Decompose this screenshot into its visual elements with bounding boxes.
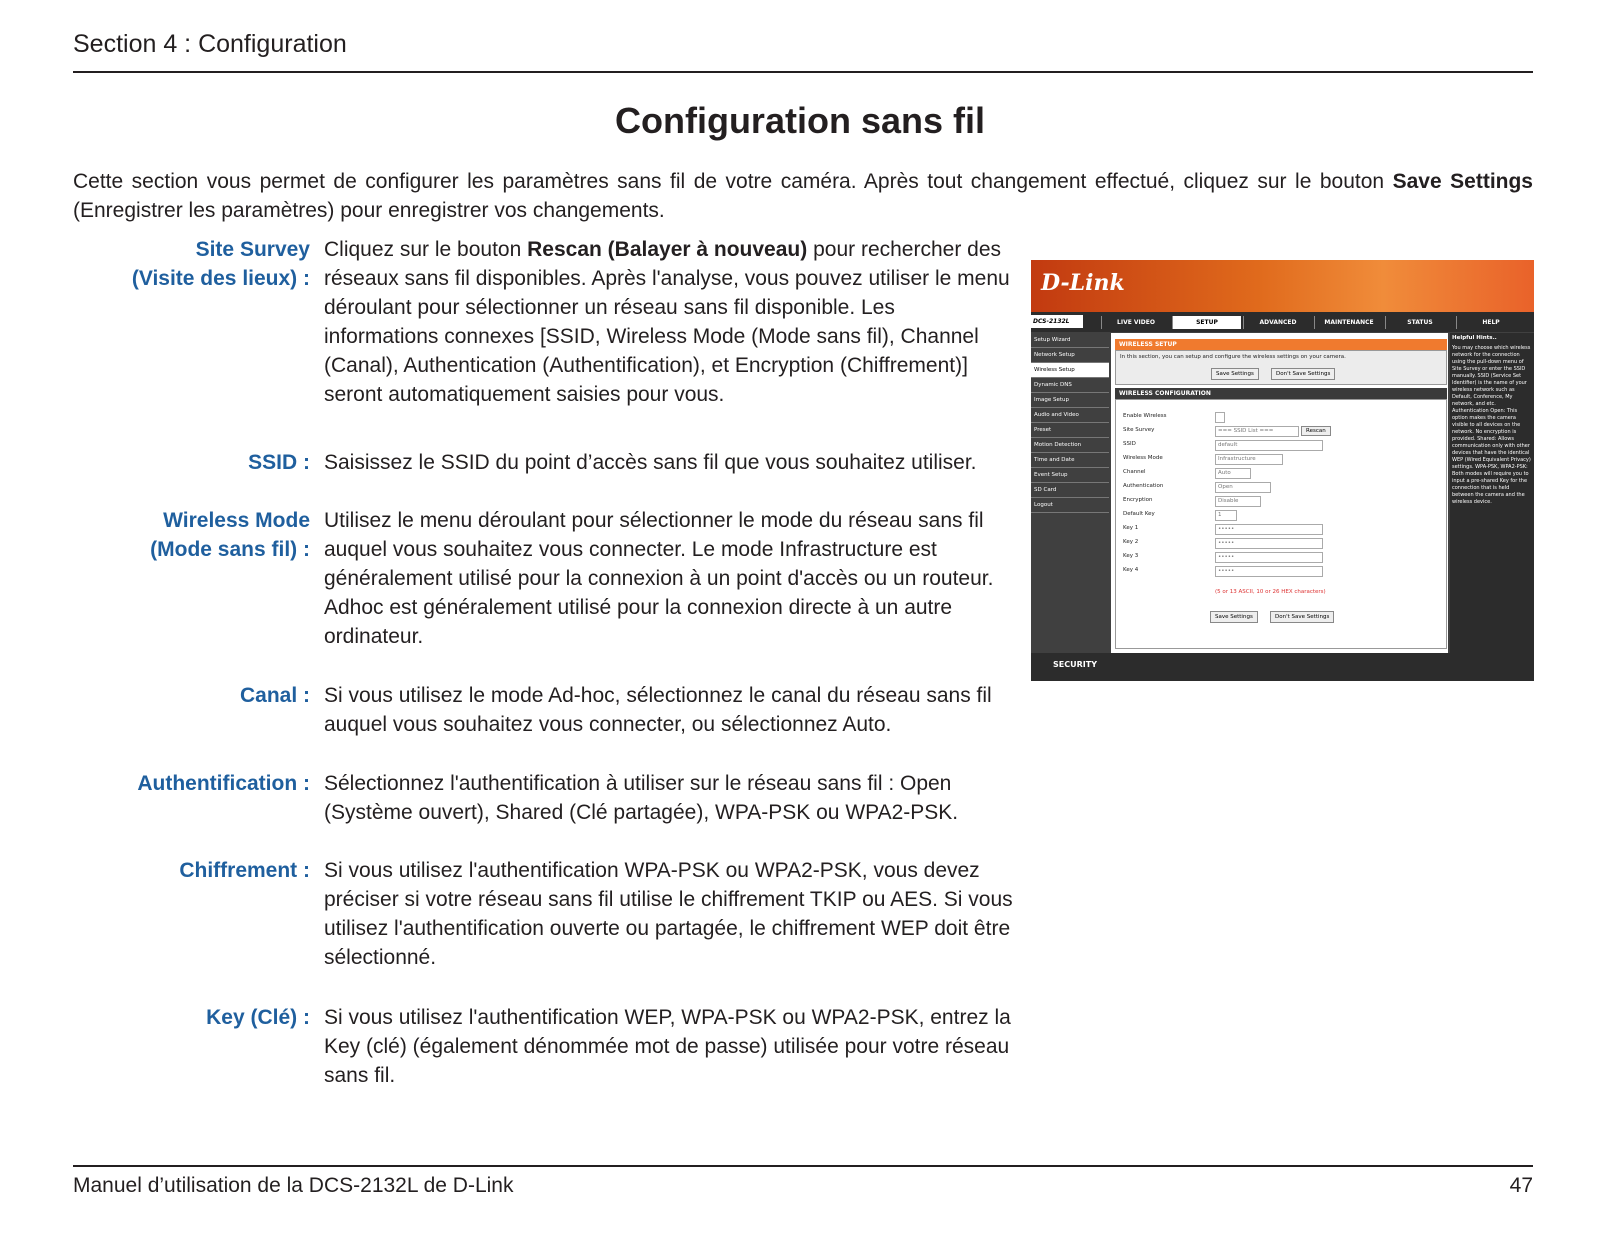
menu-event-setup[interactable]: Event Setup [1031,468,1109,483]
enable-wireless-checkbox[interactable] [1215,412,1225,423]
dlink-bottom-bar [1031,653,1534,681]
term-line: Canal : [239,684,310,707]
default-key-select[interactable]: 1 [1215,510,1237,521]
menu-sd-card[interactable]: SD Card [1031,483,1109,498]
authentication-select[interactable]: Open [1215,482,1271,493]
term-line: (Mode sans fil) : [150,538,310,561]
page-title: Configuration sans fil [614,100,985,141]
footer-manual-title: Manuel d’utilisation de la DCS-2132L de D-Link [73,1174,514,1197]
term-line: Authentification : [137,772,310,795]
term-line: Chiffrement : [179,859,310,882]
menu-dynamic-dns[interactable]: Dynamic DNS [1031,378,1109,393]
footer-divider [73,1165,1533,1167]
key-4-input[interactable]: ••••• [1215,566,1323,577]
page-number: 47 [1509,1174,1533,1197]
dlink-side-menu [1031,333,1109,653]
desc-site-survey [324,235,1014,409]
site-survey-select[interactable]: === SSID List === [1215,426,1299,437]
tab-help[interactable]: HELP [1456,316,1525,329]
term-line: SSID : [248,451,310,474]
save-settings-button[interactable]: Save Settings [1211,368,1259,380]
menu-motion-detection[interactable]: Motion Detection [1031,438,1109,453]
encryption-select[interactable]: Disable [1215,496,1261,507]
wireless-config-title: WIRELESS CONFIGURATION [1115,388,1447,399]
term-line: Site Survey [195,238,310,261]
helpful-hints-panel [1450,333,1534,653]
tab-setup[interactable]: SETUP [1172,316,1241,329]
desc-authentification: Sélectionnez l'authentification à utiliser sur le réseau sans fil : Open (Système ouvert), Shared (Clé partagée), WPA-PSK ou WPA2-PSK. [324,772,959,824]
dlink-security-label: SECURITY [1053,660,1097,669]
term-site-survey [132,235,310,293]
label-default-key: Default Key [1123,511,1155,517]
desc-chiffrement: Si vous utilisez l'authentification WPA-PSK ou WPA2-PSK, vous devez préciser si votre réseau sans fil utilise le chiffrement TKIP ou AES. Si vous utilisez l'authentification ouverte ou partagée, le chiffrement WEP doit être sélectionné. [324,859,1013,969]
desc-text-end: pour rechercher des réseaux sans fil disponibles. Après l'analyse, vous pouvez utiliser le menu déroulant pour sélectionner un réseau sans fil disponible. Les informations connexes [SSID, Wireless Mode (Mode sans fil), Channel (Canal), Authentication (Authentification), et Encryption (Chiffrement)] seront automatiquement saisies pour vous. [324,238,1010,406]
wireless-setup-title: WIRELESS SETUP [1115,339,1447,350]
label-channel: Channel [1123,469,1146,475]
label-key-4: Key 4 [1123,567,1139,573]
menu-time-date[interactable]: Time and Date [1031,453,1109,468]
helpful-hints-text: You may choose which wireless network for the connection using the pull-down menu of Site Survey or enter the SSID manually. SSID (Service Set Identifier) is the name of your wireless network such as Default, Conference, My network, and etc. Authentication Open: This option makes the camera visible to all devices on the network. No encryption is provided. Shared: Allows communication only with other devices that have the identical WEP (Wired Equivalent Privacy) settings. WPA-PSK, WPA2-PSK: Both modes will require you to input a pre-shared Key for the connection that is held between the camera and the wireless device. [1452,345,1531,505]
term-line: (Visite des lieux) : [131,267,310,290]
dont-save-button[interactable]: Don't Save Settings [1271,368,1335,380]
term-chiffrement [179,856,310,885]
rescan-button[interactable]: Rescan [1301,426,1331,436]
dont-save-button-bottom[interactable]: Don't Save Settings [1270,611,1334,623]
dlink-screenshot [1031,260,1534,681]
key-note: (5 or 13 ASCII, 10 or 26 HEX characters) [1215,589,1326,595]
menu-logout[interactable]: Logout [1031,498,1109,513]
tab-advanced[interactable]: ADVANCED [1243,316,1312,329]
term-canal [240,681,310,710]
header-divider [73,71,1533,73]
term-line: Key (Clé) : [206,1006,310,1029]
desc-ssid: Saisissez le SSID du point d’accès sans fil que vous souhaitez utiliser. [324,451,977,474]
label-key-3: Key 3 [1123,553,1139,559]
tab-maintenance[interactable]: MAINTENANCE [1314,316,1383,329]
label-ssid: SSID [1123,441,1136,447]
intro-paragraph [73,167,1533,225]
desc-text: Cliquez sur le bouton [324,238,528,261]
term-wireless-mode [150,506,310,564]
label-key-2: Key 2 [1123,539,1139,545]
term-authentification [137,769,310,798]
desc-bold: Rescan (Balayer à nouveau) [527,238,808,261]
section-header: Section 4 : Configuration [73,30,347,58]
tab-live-video[interactable]: LIVE VIDEO [1101,316,1170,329]
label-site-survey: Site Survey [1123,427,1155,433]
key-3-input[interactable]: ••••• [1215,552,1323,563]
desc-canal: Si vous utilisez le mode Ad-hoc, sélectionnez le canal du réseau sans fil auquel vous souhaitez vous connecter, ou sélectionnez Auto. [324,684,992,736]
save-settings-button-bottom[interactable]: Save Settings [1210,611,1258,623]
label-wireless-mode: Wireless Mode [1123,455,1163,461]
tab-status[interactable]: STATUS [1385,316,1454,329]
label-encryption: Encryption [1123,497,1153,503]
menu-wireless-setup[interactable]: Wireless Setup [1031,363,1109,378]
intro-text-end: (Enregistrer les paramètres) pour enregistrer vos changements. [73,199,665,222]
menu-network-setup[interactable]: Network Setup [1031,348,1109,363]
term-ssid [248,448,310,477]
channel-select[interactable]: Auto [1215,468,1251,479]
desc-wireless-mode: Utilisez le menu déroulant pour sélectionner le mode du réseau sans fil auquel vous souhaitez vous connecter. Le mode Infrastructure est généralement utilisé pour la connexion à un point d'accès ou un routeur. Adhoc est généralement utilisé pour la connexion directe à un autre ordinateur. [324,509,994,648]
menu-preset[interactable]: Preset [1031,423,1109,438]
desc-key: Si vous utilisez l'authentification WEP, WPA-PSK ou WPA2-PSK, entrez la Key (clé) (également dénommée mot de passe) utilisée pour votre réseau sans fil. [324,1006,1011,1087]
menu-image-setup[interactable]: Image Setup [1031,393,1109,408]
intro-text: Cette section vous permet de configurer les paramètres sans fil de votre caméra. Après tout changement effectué, cliquez sur le bouton [73,170,1393,193]
dlink-main-panel [1111,333,1448,653]
label-enable-wireless: Enable Wireless [1123,413,1167,419]
dlink-logo: D-Link [1041,270,1125,296]
intro-bold: Save Settings [1392,170,1533,193]
label-key-1: Key 1 [1123,525,1139,531]
menu-setup-wizard[interactable]: Setup Wizard [1031,333,1109,348]
term-line: Wireless Mode [163,509,310,532]
key-2-input[interactable]: ••••• [1215,538,1323,549]
ssid-input[interactable]: default [1215,440,1323,451]
helpful-hints-title: Helpful Hints.. [1452,335,1497,341]
wireless-mode-select[interactable]: Infrastructure [1215,454,1283,465]
term-key [206,1003,310,1032]
label-authentication: Authentication [1123,483,1164,489]
wireless-setup-text: In this section, you can setup and configure the wireless settings on your camera. [1120,354,1346,360]
wireless-setup-box [1115,350,1447,385]
key-1-input[interactable]: ••••• [1215,524,1323,535]
menu-audio-video[interactable]: Audio and Video [1031,408,1109,423]
dlink-model: DCS-2132L [1031,315,1083,328]
